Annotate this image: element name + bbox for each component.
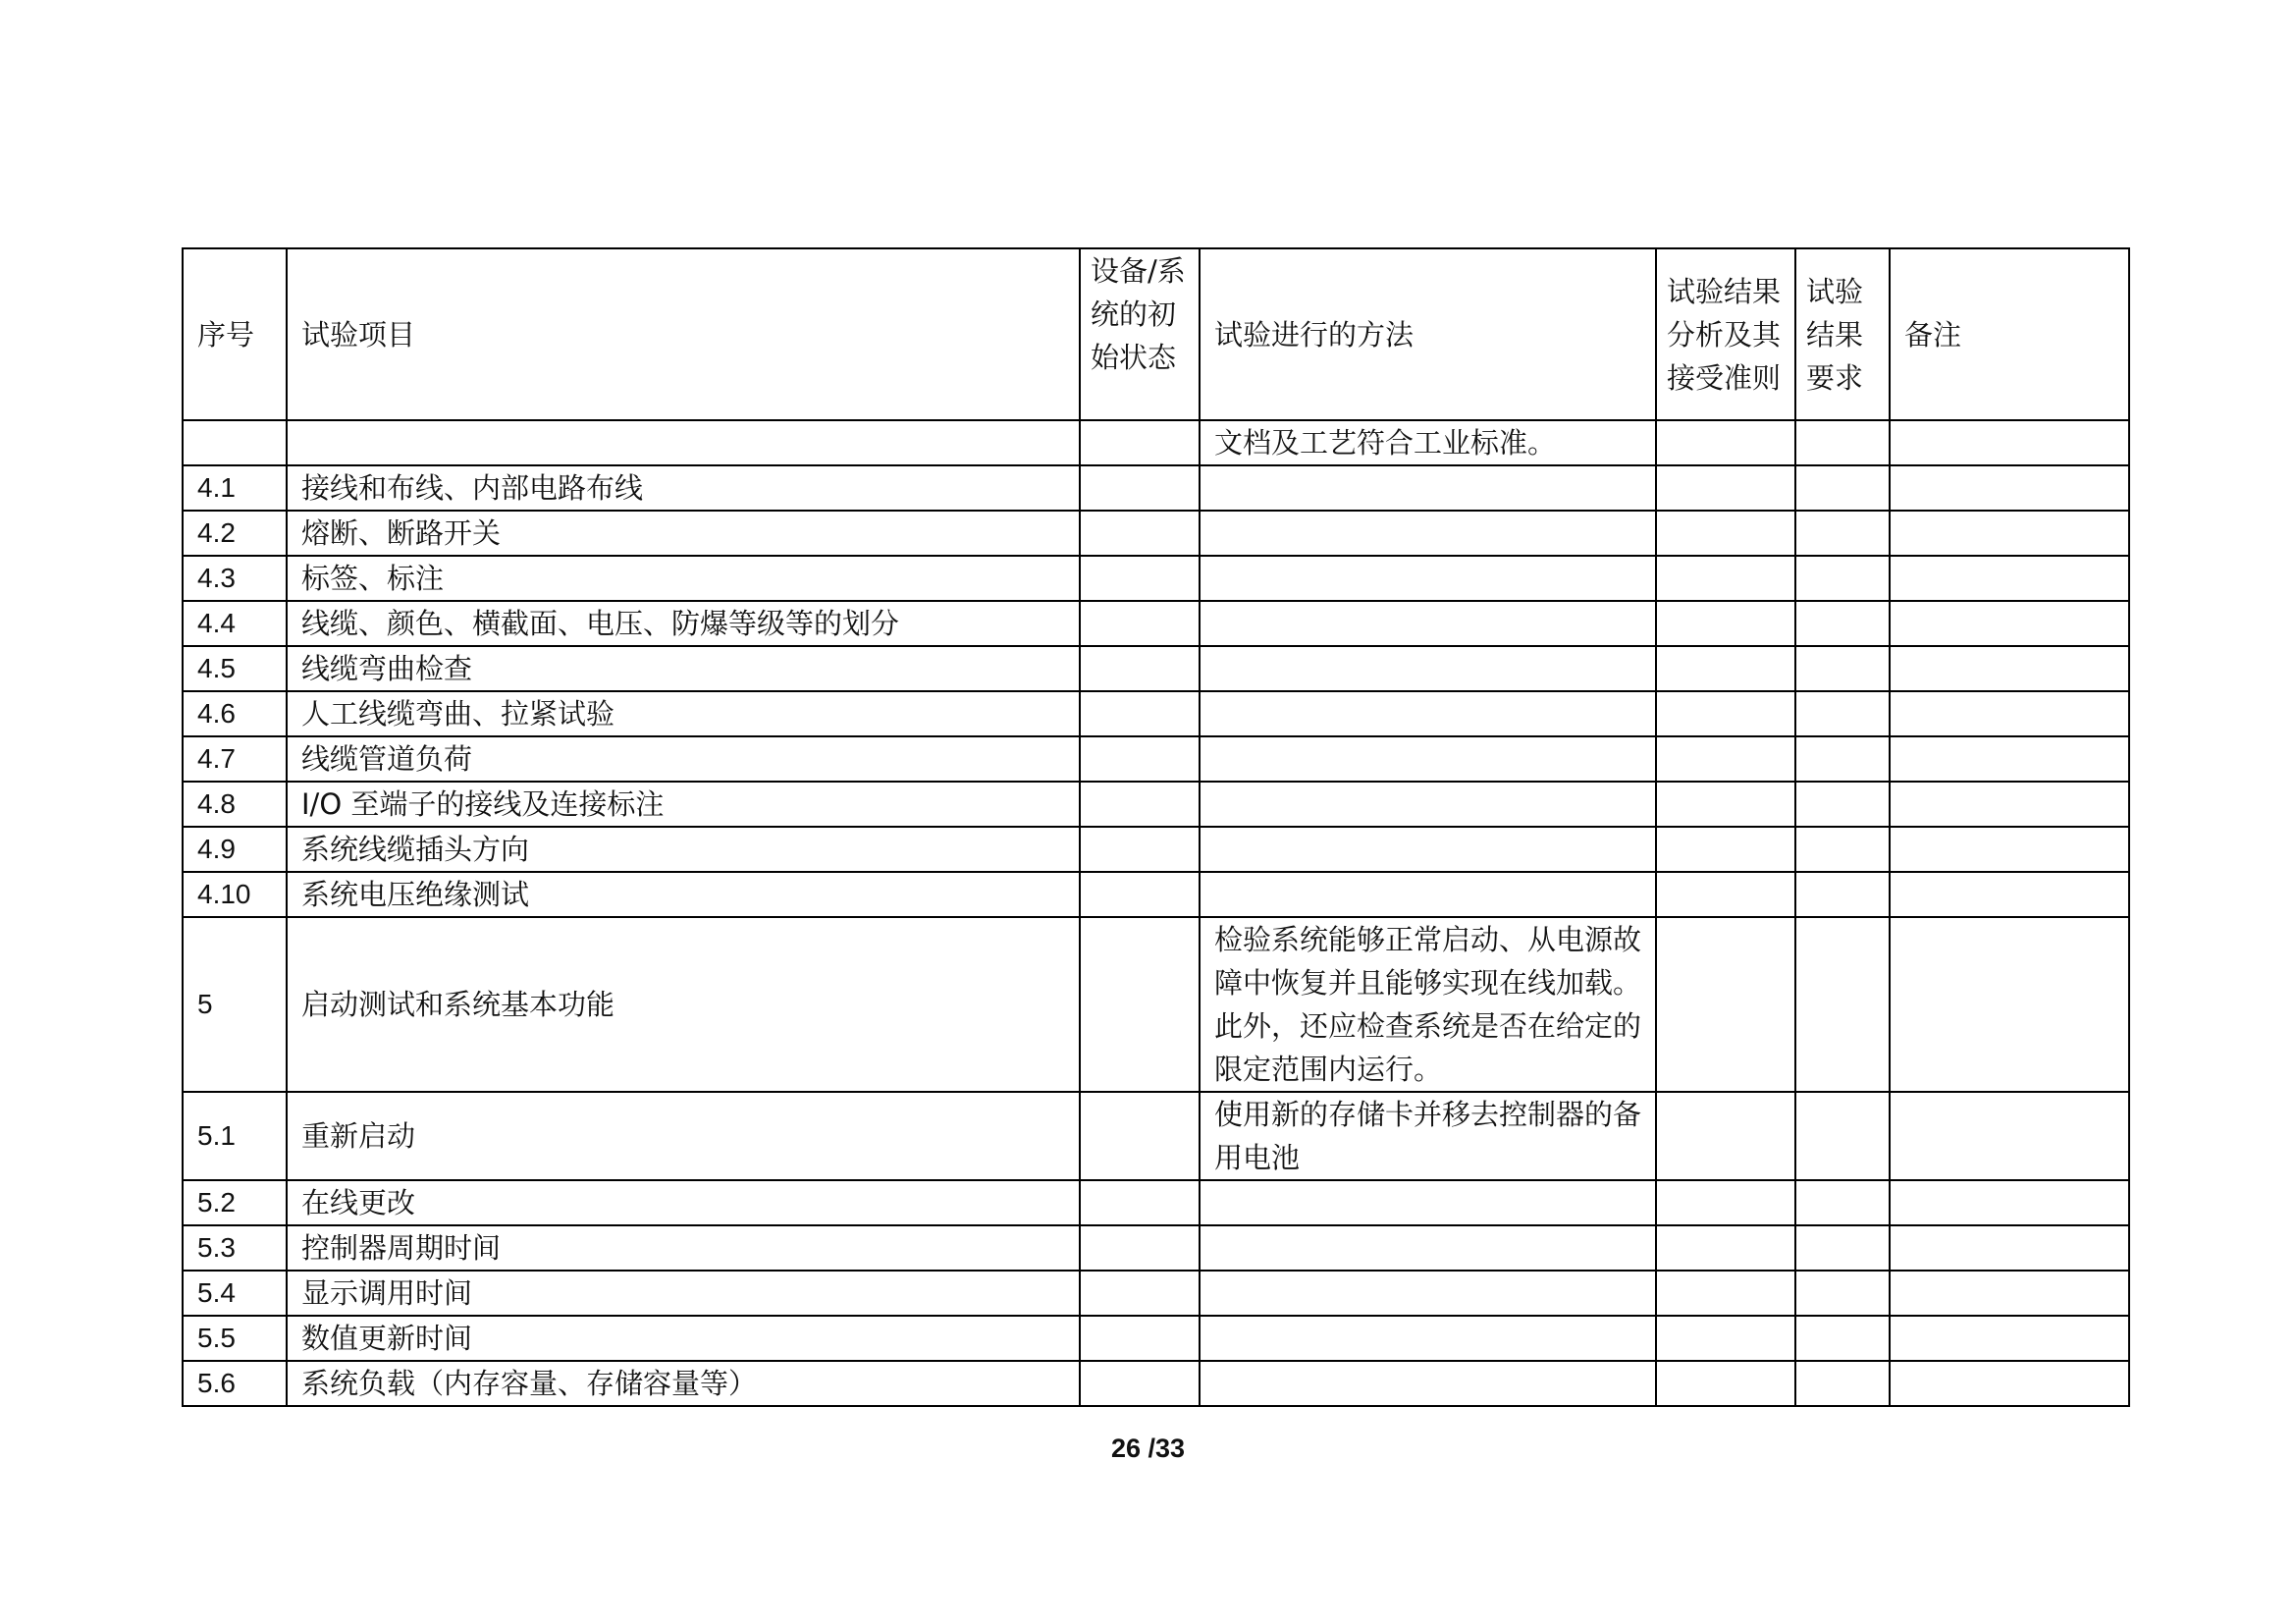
row-remarks	[1890, 827, 2129, 872]
row-initial-state	[1080, 736, 1200, 782]
row-initial-state	[1080, 1316, 1200, 1361]
row-item: 系统线缆插头方向	[287, 827, 1080, 872]
table-row	[183, 556, 2129, 601]
row-seq: 5.3	[183, 1225, 287, 1271]
row-initial-state	[1080, 1092, 1200, 1180]
row-remarks	[1890, 1225, 2129, 1271]
row-seq: 5	[183, 917, 287, 1092]
table-header-row	[183, 248, 2129, 420]
row-remarks	[1890, 1361, 2129, 1406]
table-row	[183, 1316, 2129, 1361]
table-row	[183, 782, 2129, 827]
row-analysis	[1656, 420, 1795, 465]
table-row	[183, 1225, 2129, 1271]
row-analysis	[1656, 601, 1795, 646]
row-requirement	[1795, 1361, 1890, 1406]
row-remarks	[1890, 917, 2129, 1092]
row-method	[1200, 601, 1656, 646]
page-number: 26 /33	[1110, 1434, 1186, 1463]
row-method	[1200, 1361, 1656, 1406]
row-initial-state	[1080, 511, 1200, 556]
row-analysis	[1656, 1225, 1795, 1271]
row-item: 接线和布线、内部电路布线	[287, 465, 1080, 511]
table-row	[183, 827, 2129, 872]
row-analysis	[1656, 1180, 1795, 1225]
row-analysis	[1656, 511, 1795, 556]
row-method: 检验系统能够正常启动、从电源故障中恢复并且能够实现在线加载。此外，还应检查系统是否在给定的限定范围内运行。	[1200, 917, 1656, 1092]
row-seq: 4.9	[183, 827, 287, 872]
row-requirement	[1795, 1092, 1890, 1180]
row-method	[1200, 511, 1656, 556]
row-method: 文档及工艺符合工业标准。	[1200, 420, 1656, 465]
row-requirement	[1795, 782, 1890, 827]
row-seq	[183, 420, 287, 465]
row-analysis	[1656, 917, 1795, 1092]
row-method	[1200, 1225, 1656, 1271]
row-item: 系统负载（内存容量、存储容量等）	[287, 1361, 1080, 1406]
row-method	[1200, 782, 1656, 827]
row-seq: 4.10	[183, 872, 287, 917]
row-remarks	[1890, 782, 2129, 827]
row-requirement	[1795, 556, 1890, 601]
table-row	[183, 736, 2129, 782]
row-initial-state	[1080, 1361, 1200, 1406]
row-requirement	[1795, 465, 1890, 511]
row-method	[1200, 691, 1656, 736]
table-row	[183, 1092, 2129, 1180]
row-seq: 4.4	[183, 601, 287, 646]
row-remarks	[1890, 465, 2129, 511]
row-seq: 4.7	[183, 736, 287, 782]
row-item: 显示调用时间	[287, 1271, 1080, 1316]
test-items-table	[182, 247, 2130, 1407]
row-item: 人工线缆弯曲、拉紧试验	[287, 691, 1080, 736]
row-analysis	[1656, 1271, 1795, 1316]
row-item: 标签、标注	[287, 556, 1080, 601]
row-requirement	[1795, 1271, 1890, 1316]
row-remarks	[1890, 420, 2129, 465]
table-row	[183, 646, 2129, 691]
row-requirement	[1795, 827, 1890, 872]
row-remarks	[1890, 511, 2129, 556]
table-row	[183, 1180, 2129, 1225]
row-seq: 5.2	[183, 1180, 287, 1225]
table-row	[183, 601, 2129, 646]
row-remarks	[1890, 556, 2129, 601]
row-analysis	[1656, 556, 1795, 601]
row-initial-state	[1080, 872, 1200, 917]
row-requirement	[1795, 691, 1890, 736]
row-requirement	[1795, 1316, 1890, 1361]
row-analysis	[1656, 827, 1795, 872]
row-seq: 4.1	[183, 465, 287, 511]
row-item	[287, 420, 1080, 465]
row-analysis	[1656, 782, 1795, 827]
header-seq: 序号	[183, 248, 287, 420]
row-seq: 5.6	[183, 1361, 287, 1406]
row-item: 数值更新时间	[287, 1316, 1080, 1361]
row-method	[1200, 1271, 1656, 1316]
row-item: 重新启动	[287, 1092, 1080, 1180]
row-requirement	[1795, 420, 1890, 465]
header-requirement: 试验结果要求	[1795, 248, 1890, 420]
row-initial-state	[1080, 827, 1200, 872]
row-remarks	[1890, 691, 2129, 736]
row-remarks	[1890, 736, 2129, 782]
row-requirement	[1795, 646, 1890, 691]
row-initial-state	[1080, 1180, 1200, 1225]
row-method	[1200, 1316, 1656, 1361]
row-seq: 4.2	[183, 511, 287, 556]
row-seq: 4.5	[183, 646, 287, 691]
row-method	[1200, 827, 1656, 872]
row-requirement	[1795, 1180, 1890, 1225]
row-requirement	[1795, 917, 1890, 1092]
row-requirement	[1795, 601, 1890, 646]
row-seq: 5.1	[183, 1092, 287, 1180]
row-initial-state	[1080, 691, 1200, 736]
row-analysis	[1656, 465, 1795, 511]
row-requirement	[1795, 1225, 1890, 1271]
row-item: 控制器周期时间	[287, 1225, 1080, 1271]
row-remarks	[1890, 1316, 2129, 1361]
row-analysis	[1656, 1092, 1795, 1180]
row-seq: 5.5	[183, 1316, 287, 1361]
row-item: 线缆管道负荷	[287, 736, 1080, 782]
row-method	[1200, 646, 1656, 691]
table-row	[183, 511, 2129, 556]
table-row	[183, 465, 2129, 511]
table-row	[183, 917, 2129, 1092]
row-analysis	[1656, 1316, 1795, 1361]
row-item: 系统电压绝缘测试	[287, 872, 1080, 917]
header-item: 试验项目	[287, 248, 1080, 420]
row-remarks	[1890, 872, 2129, 917]
row-initial-state	[1080, 917, 1200, 1092]
row-remarks	[1890, 1180, 2129, 1225]
header-analysis: 试验结果分析及其接受准则	[1656, 248, 1795, 420]
table-row	[183, 420, 2129, 465]
row-requirement	[1795, 872, 1890, 917]
row-initial-state	[1080, 1271, 1200, 1316]
row-initial-state	[1080, 1225, 1200, 1271]
row-method: 使用新的存储卡并移去控制器的备用电池	[1200, 1092, 1656, 1180]
row-initial-state	[1080, 646, 1200, 691]
row-item: 在线更改	[287, 1180, 1080, 1225]
row-seq: 4.8	[183, 782, 287, 827]
table-row	[183, 872, 2129, 917]
row-item: 线缆弯曲检查	[287, 646, 1080, 691]
row-analysis	[1656, 691, 1795, 736]
row-seq: 4.6	[183, 691, 287, 736]
row-item: 熔断、断路开关	[287, 511, 1080, 556]
row-item: 线缆、颜色、横截面、电压、防爆等级等的划分	[287, 601, 1080, 646]
row-requirement	[1795, 511, 1890, 556]
table-row	[183, 1361, 2129, 1406]
table-row	[183, 691, 2129, 736]
row-initial-state	[1080, 601, 1200, 646]
row-item: 启动测试和系统基本功能	[287, 917, 1080, 1092]
row-initial-state	[1080, 465, 1200, 511]
row-analysis	[1656, 1361, 1795, 1406]
row-analysis	[1656, 736, 1795, 782]
row-requirement	[1795, 736, 1890, 782]
row-initial-state	[1080, 782, 1200, 827]
header-method: 试验进行的方法	[1200, 248, 1656, 420]
row-seq: 5.4	[183, 1271, 287, 1316]
row-analysis	[1656, 872, 1795, 917]
row-initial-state	[1080, 420, 1200, 465]
row-remarks	[1890, 1271, 2129, 1316]
row-method	[1200, 1180, 1656, 1225]
header-initial-state: 设备/系统的初始状态	[1080, 248, 1200, 420]
row-method	[1200, 872, 1656, 917]
row-analysis	[1656, 646, 1795, 691]
row-method	[1200, 736, 1656, 782]
row-remarks	[1890, 646, 2129, 691]
header-remarks: 备注	[1890, 248, 2129, 420]
row-method	[1200, 556, 1656, 601]
row-item: I/O 至端子的接线及连接标注	[287, 782, 1080, 827]
row-method	[1200, 465, 1656, 511]
row-seq: 4.3	[183, 556, 287, 601]
row-remarks	[1890, 1092, 2129, 1180]
row-initial-state	[1080, 556, 1200, 601]
row-remarks	[1890, 601, 2129, 646]
table-row	[183, 1271, 2129, 1316]
